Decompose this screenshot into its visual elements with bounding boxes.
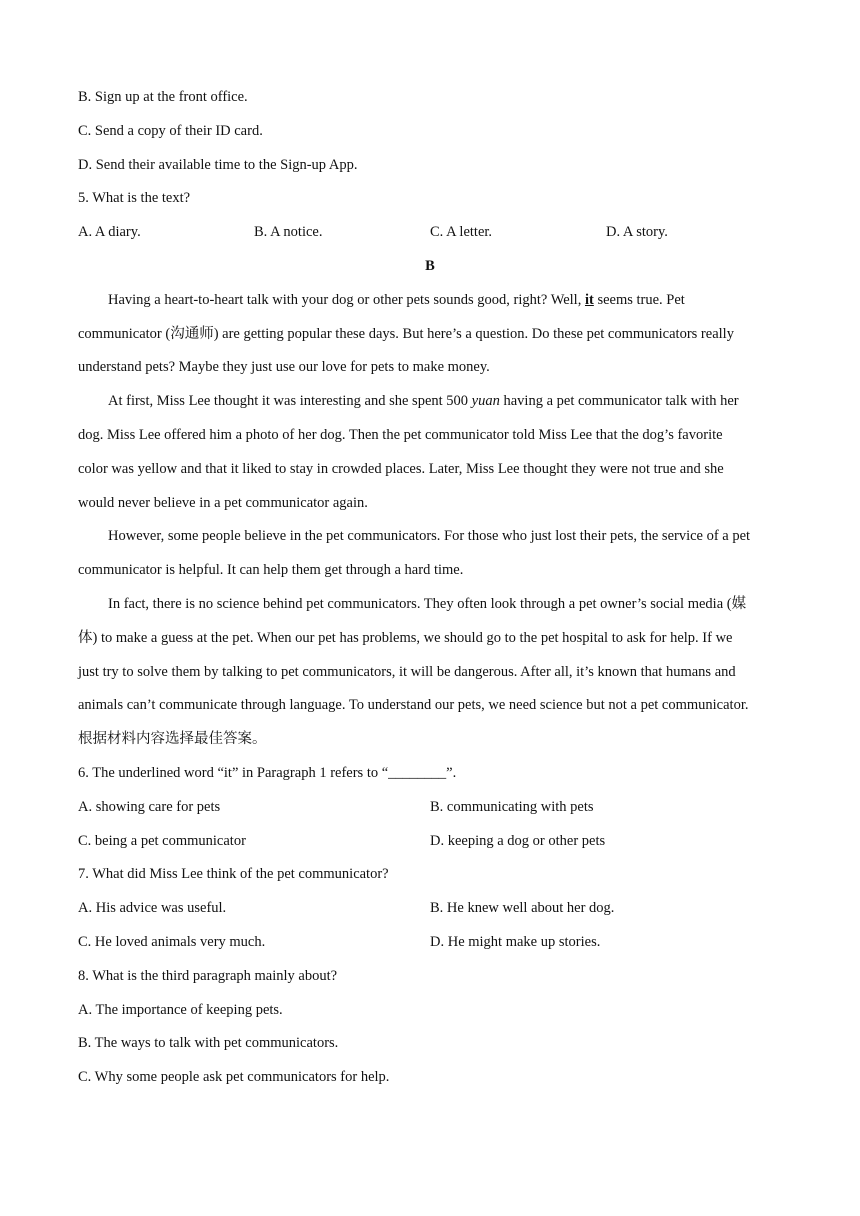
q5-option-d: D. A story. <box>606 224 668 240</box>
passage-p1-line2: communicator (沟通师) are getting popular these days. But here’s a question. Do these pet communicators really <box>78 326 734 342</box>
passage-p4-line4: animals can’t communicate through language. To understand our pets, we need science but not a pet communicator. <box>78 697 749 713</box>
q6-option-b: B. communicating with pets <box>430 799 594 815</box>
q7-option-b: B. He knew well about her dog. <box>430 900 615 916</box>
instruction: 根据材料内容选择最佳答案。 <box>78 731 267 747</box>
q5-option-a: A. A diary. <box>78 224 141 240</box>
passage-p3-line2: communicator is helpful. It can help them get through a hard time. <box>78 562 464 578</box>
q5-option-c: C. A letter. <box>430 224 493 240</box>
q6-option-a: A. showing care for pets <box>78 799 221 815</box>
q8-question: 8. What is the third paragraph mainly about? <box>78 968 338 984</box>
q5-option-b: B. A notice. <box>254 224 323 240</box>
passage-p2-line4: would never believe in a pet communicator again. <box>78 495 368 511</box>
passage-p4-line1: In fact, there is no science behind pet communicators. They often look through a pet owner’s social media (媒 <box>108 596 747 612</box>
q7-option-d: D. He might make up stories. <box>430 934 601 950</box>
q4-option-b: B. Sign up at the front office. <box>78 89 248 105</box>
passage-p4-line2: 体) to make a guess at the pet. When our pet has problems, we should go to the pet hospital to ask for help. If we <box>78 630 733 646</box>
q6-option-d: D. keeping a dog or other pets <box>430 833 606 849</box>
passage-p4-line3: just try to solve them by talking to pet communicators, it will be dangerous. After all, it’s known that humans and <box>78 664 736 680</box>
q8-option-b: B. The ways to talk with pet communicators. <box>78 1035 339 1051</box>
passage-p2-line3: color was yellow and that it liked to stay in crowded places. Later, Miss Lee thought they were not true and she <box>78 461 724 477</box>
passage-p1-line3: understand pets? Maybe they just use our love for pets to make money. <box>78 359 490 375</box>
passage-p3-line1: However, some people believe in the pet communicators. For those who just lost their pets, the service of a pet <box>108 528 751 544</box>
passage-text: having a pet communicator talk with her <box>499 393 739 409</box>
q4-option-c: C. Send a copy of their ID card. <box>78 123 263 139</box>
passage-p1-line1 <box>108 291 685 309</box>
underlined-word-it: it <box>584 292 594 308</box>
italic-word-yuan: yuan <box>471 393 500 409</box>
q5-question: 5. What is the text? <box>78 190 191 206</box>
q7-option-c: C. He loved animals very much. <box>78 934 266 950</box>
passage-text: At first, Miss Lee thought it was interesting and she spent 500 <box>108 393 472 409</box>
q6-question: 6. The underlined word “it” in Paragraph 1 refers to “________”. <box>78 765 457 781</box>
q7-option-a: A. His advice was useful. <box>78 900 227 916</box>
passage-text: Having a heart-to-heart talk with your dog or other pets sounds good, right? Well, <box>108 292 585 308</box>
passage-p2-line2: dog. Miss Lee offered him a photo of her dog. Then the pet communicator told Miss Lee that the dog’s favorite <box>78 427 723 443</box>
q8-option-a: A. The importance of keeping pets. <box>78 1002 283 1018</box>
q7-question: 7. What did Miss Lee think of the pet communicator? <box>78 866 389 882</box>
q4-option-d: D. Send their available time to the Sign-up App. <box>78 157 358 173</box>
passage-text: seems true. Pet <box>593 292 685 308</box>
passage-p2-line1 <box>108 392 739 410</box>
q6-option-c: C. being a pet communicator <box>78 833 246 849</box>
section-title: B <box>425 258 435 274</box>
q8-option-c: C. Why some people ask pet communicators for help. <box>78 1069 390 1085</box>
